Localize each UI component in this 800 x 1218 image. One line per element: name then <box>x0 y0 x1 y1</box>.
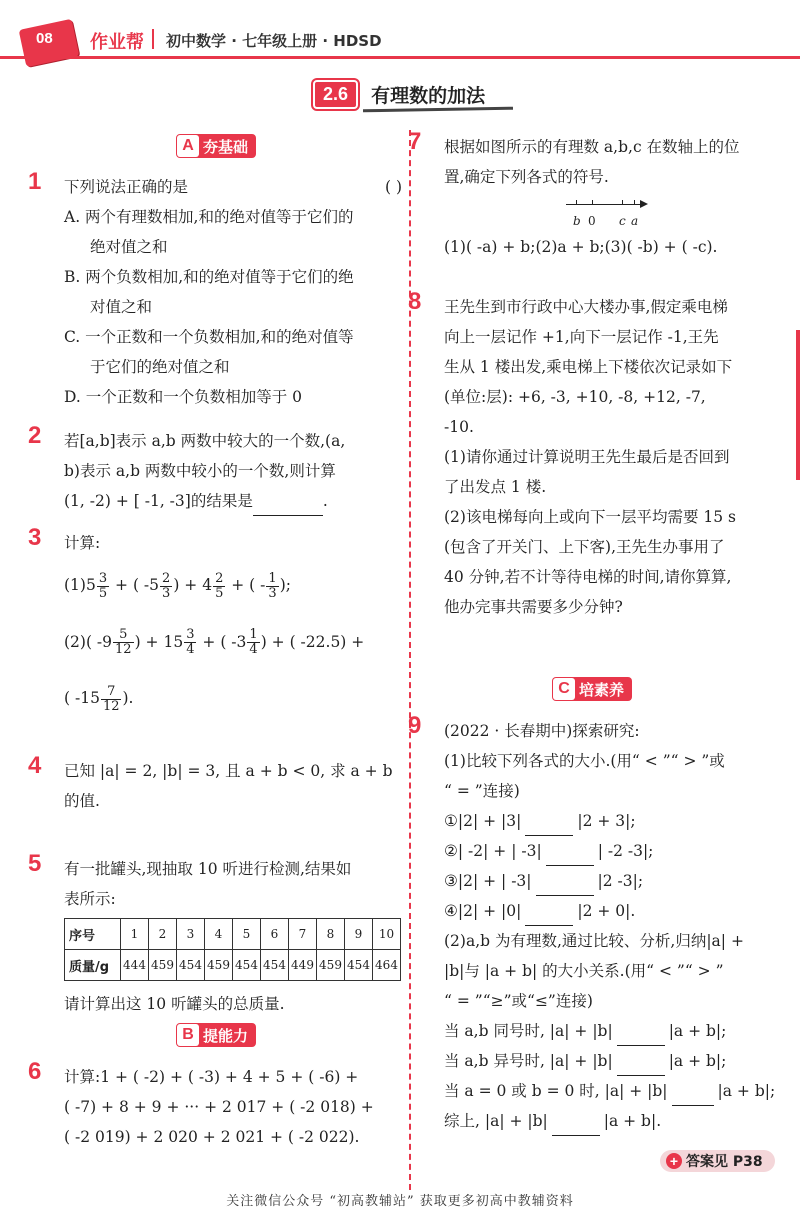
table-cell: 1 <box>121 919 149 950</box>
answer-blank <box>525 908 573 926</box>
data-table <box>64 918 401 981</box>
table-cell: 2 <box>149 919 177 950</box>
q8-line-9: (包含了开关门、上下客),王先生办事用了 <box>444 538 725 556</box>
question-number: 2 <box>28 422 42 449</box>
table-cell: 8 <box>317 919 345 950</box>
q3-stem: 计算: <box>64 534 101 552</box>
answer-blank <box>552 1118 600 1136</box>
q9-case-3: 当 a = 0 或 b = 0 时, |a| + |b| |a + b|; <box>444 1076 788 1106</box>
q9-case-1: 当 a,b 同号时, |a| + |b| |a + b|; <box>444 1016 788 1046</box>
footer-note: 关注微信公众号 “初高教辅站” 获取更多初高中教辅资料 <box>226 1194 574 1209</box>
section-letter: A <box>177 135 199 157</box>
q8-line-1: 王先生到市行政中心大楼办事,假定乘电梯 <box>444 298 728 316</box>
q3-expr-2-cont: ( -15 $\frac{7}{12}$ ). <box>64 683 134 714</box>
q6-line-2: ( -7) + 8 + 9 + ··· + 2 017 + ( -2 018) + <box>64 1098 374 1116</box>
q9-line-5: |b|与 |a + b| 的大小关系.(用“ < ”“ > ” <box>444 962 724 980</box>
q2-line-3: (1, -2) + [ -1, -3]的结果是 . <box>64 486 402 516</box>
q9-case-2: 当 a,b 异号时, |a| + |b| |a + b|; <box>444 1046 788 1076</box>
answer-reference[interactable] <box>660 1150 775 1172</box>
q8-line-2: 向上一层记作 +1,向下一层记作 -1,王先 <box>444 328 719 346</box>
q6-line-1: 计算:1 + ( -2) + ( -3) + 4 + 5 + ( -6) + <box>64 1068 359 1086</box>
question-3 <box>28 524 402 714</box>
table-cell: 454 <box>233 950 261 981</box>
q3-expr-2: (2)( -9 $\frac{5}{12}$ ) + 15 $\frac{3}{4}$ + ( -3 $\frac{1}{4}$ ) + ( -22.5) + <box>64 627 365 657</box>
question-2 <box>28 422 402 516</box>
q9-expr-1: ①|2| + |3| |2 + 3|; <box>444 806 788 836</box>
number-line-arrow <box>640 200 648 208</box>
section-number: 2.6 <box>313 80 358 109</box>
answer-paren: ( ) <box>384 178 402 196</box>
table-cell: 459 <box>149 950 177 981</box>
page-number: 08 <box>36 30 53 47</box>
q9-case-4: 综上, |a| + |b| |a + b|. <box>444 1106 788 1136</box>
answer-blank <box>525 818 573 836</box>
q7-line-1: 根据如图所示的有理数 a,b,c 在数轴上的位 <box>444 138 740 156</box>
table-cell: 7 <box>289 919 317 950</box>
answer-blank <box>617 1028 665 1046</box>
q9-line-4: (2)a,b 为有理数,通过比较、分析,归纳|a| + <box>444 932 744 950</box>
option-b-cont: 对值之和 <box>90 298 153 316</box>
table-row <box>65 950 401 981</box>
table-cell: 9 <box>345 919 373 950</box>
table-cell: 454 <box>177 950 205 981</box>
section-name: 夯基础 <box>203 137 249 156</box>
table-row <box>65 919 401 950</box>
table-header-cell: 序号 <box>65 919 121 950</box>
table-cell: 459 <box>205 950 233 981</box>
section-letter: B <box>177 1024 199 1046</box>
tick-b <box>576 200 577 205</box>
q9-expr-2: ②| -2| + | -3| | -2 -3|; <box>444 836 788 866</box>
number-line-axis <box>566 204 642 205</box>
answer-blank <box>536 878 594 896</box>
plus-icon: + <box>666 1153 682 1169</box>
q6-line-3: ( -2 019) + 2 020 + 2 021 + ( -2 022). <box>64 1128 360 1146</box>
q2-line-1: 若[a,b]表示 a,b 两数中较大的一个数,(a, <box>64 432 346 450</box>
table-cell: 6 <box>261 919 289 950</box>
table-cell: 444 <box>121 950 149 981</box>
q9-expr-3: ③|2| + | -3| |2 -3|; <box>444 866 788 896</box>
question-number: 1 <box>28 168 42 195</box>
table-cell: 5 <box>233 919 261 950</box>
table-header-cell: 质量/g <box>65 950 121 981</box>
q9-line-2: (1)比较下列各式的大小.(用“ < ”“ > ”或 <box>444 752 725 770</box>
table-cell: 454 <box>345 950 373 981</box>
question-stem: 下列说法正确的是 ( ) <box>64 172 402 202</box>
q8-line-11: 他办完事共需要多少分钟? <box>444 598 623 616</box>
question-5 <box>28 850 404 1019</box>
answer-blank <box>617 1058 665 1076</box>
answer-blank <box>672 1088 714 1106</box>
tick-zero <box>592 200 593 205</box>
number-line <box>566 194 656 228</box>
section-badge-b <box>176 1023 256 1047</box>
question-6 <box>28 1058 404 1152</box>
brand-name: 作业帮 <box>90 32 144 53</box>
table-cell: 4 <box>205 919 233 950</box>
question-number: 8 <box>408 288 422 315</box>
question-4 <box>28 752 402 816</box>
q5-line-3: 请计算出这 10 听罐头的总质量. <box>64 995 285 1013</box>
answer-blank <box>546 848 594 866</box>
section-letter: C <box>553 678 575 700</box>
section-badge-a <box>176 134 256 158</box>
q9-line-6: “ = ”“≥”或“≤”连接) <box>444 992 593 1010</box>
option-a-cont: 绝对值之和 <box>90 238 168 256</box>
q4-line-1: 已知 |a| = 2, |b| = 3, 且 a + b < 0, 求 a + b <box>64 762 393 780</box>
table-cell: 3 <box>177 919 205 950</box>
q7-line-3: (1)( -a) + b;(2)a + b;(3)( -b) + ( -c). <box>444 238 718 256</box>
question-number: 9 <box>408 712 422 739</box>
tick-a <box>634 200 635 205</box>
question-number: 7 <box>408 128 422 155</box>
q3-expr-1: (1)5 $\frac{3}{5}$ + ( -5 $\frac{2}{3}$ ) + 4 $\frac{2}{5}$ + ( - $\frac{1}{3}$ ); <box>64 570 291 601</box>
question-8 <box>408 288 788 622</box>
question-number: 5 <box>28 850 42 877</box>
tick-c <box>622 200 623 205</box>
option-d: D. 一个正数和一个负数相加等于 0 <box>64 388 303 406</box>
q5-line-1: 有一批罐头,现抽取 10 听进行检测,结果如 <box>64 860 352 878</box>
q8-line-5: -10. <box>444 418 474 436</box>
label-b: b <box>573 214 581 228</box>
q8-line-4: (单位:层): +6, -3, +10, -8, +12, -7, <box>444 388 706 406</box>
table-cell: 459 <box>317 950 345 981</box>
page-header <box>0 0 800 70</box>
option-b: B. 两个负数相加,和的绝对值等于它们的绝 <box>64 268 354 286</box>
q5-line-2: 表所示: <box>64 890 116 908</box>
question-number: 3 <box>28 524 42 551</box>
q9-line-1: (2022 · 长春期中)探索研究: <box>444 722 640 740</box>
question-number: 6 <box>28 1058 42 1085</box>
table-cell: 449 <box>289 950 317 981</box>
section-badge-c <box>552 677 632 701</box>
section-name: 培素养 <box>579 680 625 699</box>
answer-reference-text: 答案见 P38 <box>686 1154 763 1170</box>
q8-line-3: 生从 1 楼出发,乘电梯上下楼依次记录如下 <box>444 358 733 376</box>
label-c: c <box>619 214 626 228</box>
question-1 <box>28 168 402 412</box>
question-number: 4 <box>28 752 42 779</box>
label-a: a <box>631 214 639 228</box>
section-name: 提能力 <box>203 1026 249 1045</box>
header-rule <box>0 56 800 59</box>
label-zero: 0 <box>588 214 596 228</box>
q2-line-2: b)表示 a,b 两数中较小的一个数,则计算 <box>64 462 336 480</box>
q8-line-8: (2)该电梯每向上或向下一层平均需要 15 s <box>444 508 736 526</box>
option-c: C. 一个正数和一个负数相加,和的绝对值等 <box>64 328 354 346</box>
answer-blank <box>253 498 323 516</box>
q8-line-6: (1)请你通过计算说明王先生最后是否回到 <box>444 448 730 466</box>
section-title <box>313 80 485 110</box>
q9-expr-4: ④|2| + |0| |2 + 0|. <box>444 896 788 926</box>
table-cell: 10 <box>373 919 401 950</box>
table-cell: 464 <box>373 950 401 981</box>
q9-line-3: “ = ”连接) <box>444 782 520 800</box>
option-c-cont: 于它们的绝对值之和 <box>90 358 230 376</box>
book-title: 初中数学 · 七年级上册 · HDSD <box>166 32 382 50</box>
q8-line-10: 40 分钟,若不计等待电梯的时间,请你算算, <box>444 568 732 586</box>
header-separator <box>152 29 154 49</box>
question-7 <box>408 128 788 262</box>
option-a: A. 两个有理数相加,和的绝对值等于它们的 <box>64 208 354 226</box>
question-9 <box>408 712 788 1136</box>
table-cell: 454 <box>261 950 289 981</box>
q4-line-2: 的值. <box>64 792 100 810</box>
page-edge-marker <box>796 330 800 480</box>
q7-line-2: 置,确定下列各式的符号. <box>444 168 609 186</box>
section-heading: 有理数的加法 <box>371 85 486 107</box>
q8-line-7: 了出发点 1 楼. <box>444 478 547 496</box>
